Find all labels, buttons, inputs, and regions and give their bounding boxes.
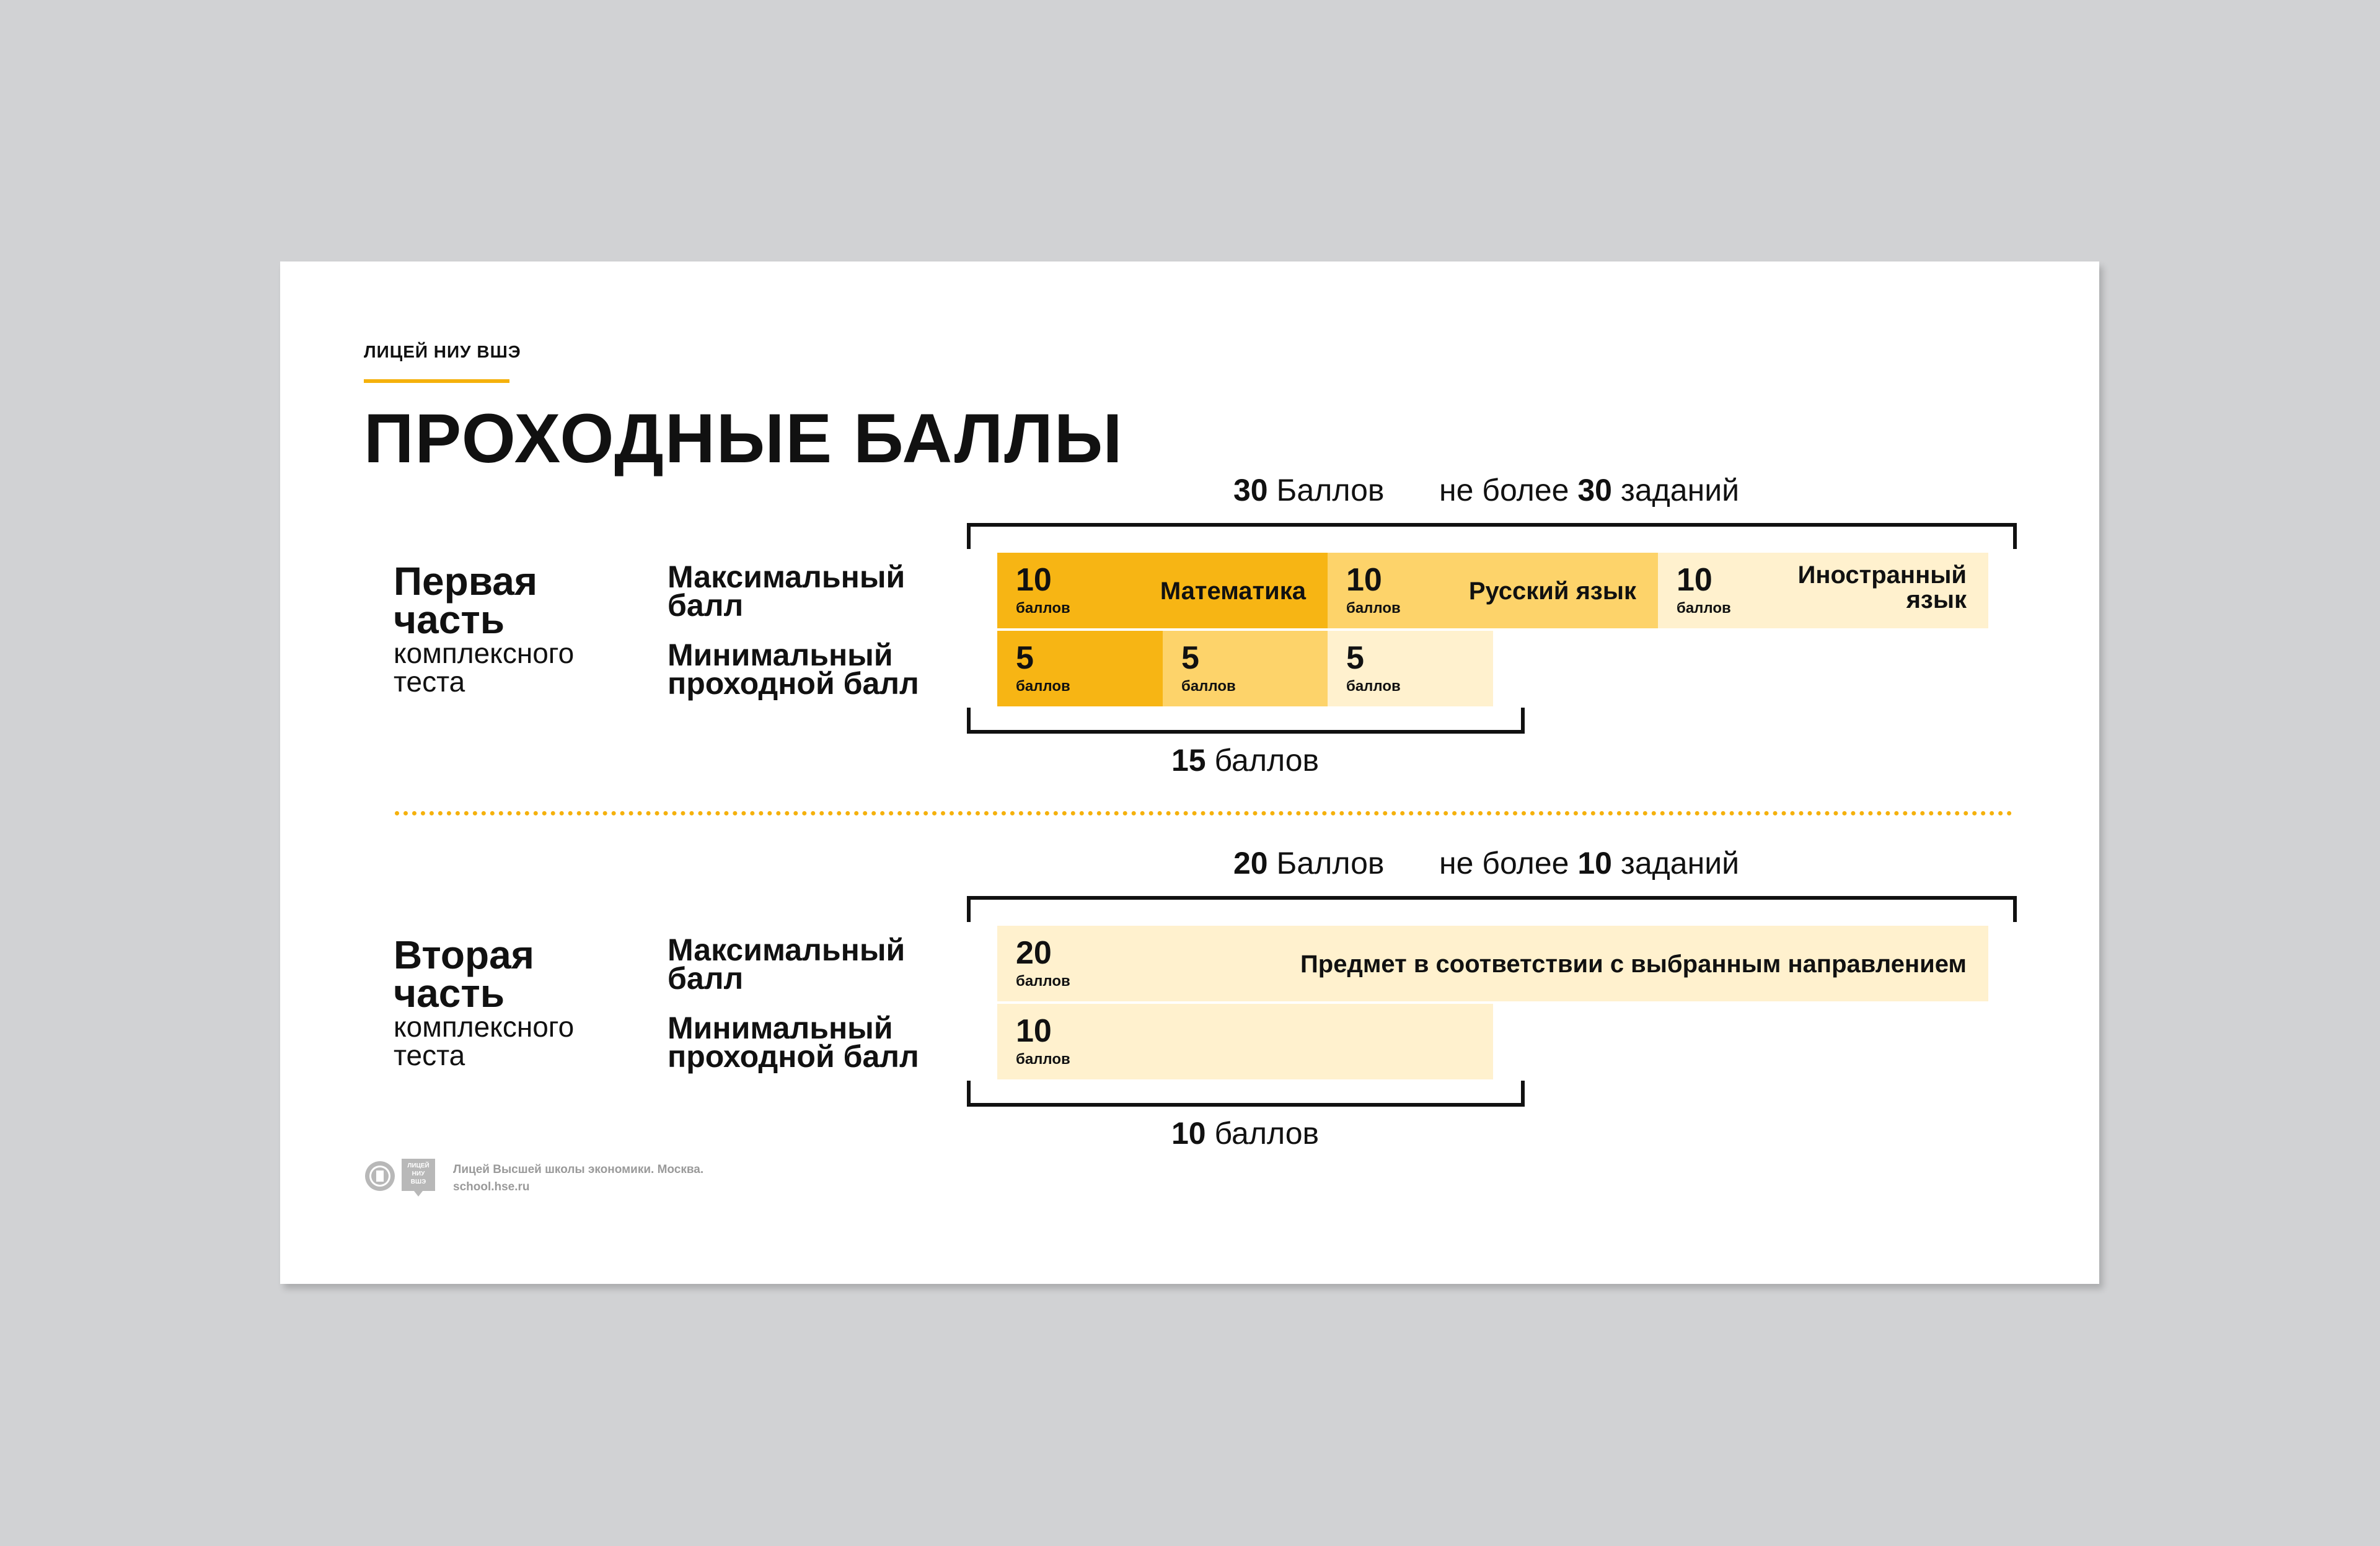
bar-min-foreign <box>1328 631 1493 706</box>
bar-unit: баллов <box>1016 678 1070 695</box>
bar-value: 5 <box>1181 640 1199 676</box>
logo-text-line3: ВШЭ <box>410 1179 426 1185</box>
part1-max-label-line1: Максимальный <box>668 560 906 594</box>
bar-value: 5 <box>1346 640 1364 676</box>
part2-min-label-line1: Минимальный <box>668 1011 893 1045</box>
part1-max-label-line2: балл <box>668 588 744 623</box>
bar-subject: Русский язык <box>1468 578 1636 605</box>
bar-value: 10 <box>1346 562 1382 598</box>
bar-max-direction-subject <box>997 926 1988 1001</box>
slide <box>280 261 2099 1284</box>
bar-unit: баллов <box>1181 678 1236 695</box>
part2-min-label-line2: проходной балл <box>668 1039 919 1074</box>
part1-top-bracket <box>967 523 2017 549</box>
brand-label: ЛИЦЕЙ НИУ ВШЭ <box>364 342 521 361</box>
bar-unit: баллов <box>1677 600 1731 617</box>
bar-subject-line2: язык <box>1906 586 1967 613</box>
part1-tasks-caption: не более 30 заданий <box>1439 473 1740 507</box>
part2-tasks-caption: не более 10 заданий <box>1439 846 1740 881</box>
part1-heading <box>394 559 575 698</box>
part1-title-line2: часть <box>394 597 505 642</box>
part1-min-label <box>668 638 919 701</box>
footer-info <box>453 1161 703 1196</box>
part2-max-label <box>668 933 906 996</box>
bar-unit: баллов <box>1016 1051 1070 1068</box>
bar-subject <box>1798 563 1967 612</box>
footer-org-name: Лицей Высшей школы экономики. Москва. <box>453 1163 704 1176</box>
part2-points-caption: 20 Баллов <box>1233 846 1385 881</box>
bar-subject-line1: Иностранный <box>1797 561 1967 589</box>
bar-min-direction-subject <box>997 1004 1493 1079</box>
part2-max-label-line2: балл <box>668 961 744 996</box>
hse-seal-icon <box>364 1160 396 1192</box>
bar-unit: баллов <box>1346 678 1401 695</box>
part1-min-total-caption: 15 баллов <box>1171 743 1320 778</box>
part1-max-label <box>668 560 906 623</box>
section-divider <box>395 811 2012 815</box>
part2-min-total-caption: 10 баллов <box>1171 1116 1320 1151</box>
bar-unit: баллов <box>1016 600 1070 617</box>
part2-sub-line1: комплексного <box>394 1011 575 1043</box>
bar-unit: баллов <box>1016 973 1070 990</box>
bar-value: 10 <box>1016 1013 1052 1049</box>
bar-max-math <box>997 553 1328 628</box>
logo-text-line2: НИУ <box>412 1170 425 1177</box>
part1-sub-line1: комплексного <box>394 637 575 669</box>
brand-underline <box>364 379 509 383</box>
bar-value: 10 <box>1677 562 1712 598</box>
part2-max-label-line1: Максимальный <box>668 933 906 967</box>
part2-min-label <box>668 1011 919 1074</box>
bar-max-russian <box>1328 553 1658 628</box>
bar-min-russian <box>1163 631 1328 706</box>
part1-bottom-bracket <box>967 708 1525 734</box>
part2-bottom-bracket <box>967 1081 1525 1107</box>
lyceum-logo <box>402 1159 435 1197</box>
part2-title-line2: часть <box>394 971 505 1016</box>
bar-value: 5 <box>1016 640 1034 676</box>
part1-sub-line2: теста <box>394 665 465 698</box>
part1-title-line1: Первая <box>394 559 538 604</box>
part2-top-bracket <box>967 896 2017 922</box>
part2-title-line1: Вторая <box>394 933 534 977</box>
bar-subject: Математика <box>1160 578 1306 605</box>
footer-website: school.hse.ru <box>453 1180 530 1193</box>
part1-points-caption: 30 Баллов <box>1233 473 1385 507</box>
bar-value: 10 <box>1016 562 1052 598</box>
bar-max-foreign <box>1658 553 1988 628</box>
bar-subject: Предмет в соответствии с выбранным направлением <box>1300 951 1967 978</box>
bar-min-math <box>997 631 1163 706</box>
page-title: ПРОХОДНЫЕ БАЛЛЫ <box>364 400 1124 477</box>
bar-value: 20 <box>1016 935 1052 971</box>
part2-heading <box>394 933 575 1071</box>
logo-text-line1: ЛИЦЕЙ <box>407 1162 430 1169</box>
part2-sub-line2: теста <box>394 1039 465 1071</box>
bar-unit: баллов <box>1346 600 1401 617</box>
part1-min-label-line2: проходной балл <box>668 666 919 701</box>
part1-min-label-line1: Минимальный <box>668 638 893 672</box>
